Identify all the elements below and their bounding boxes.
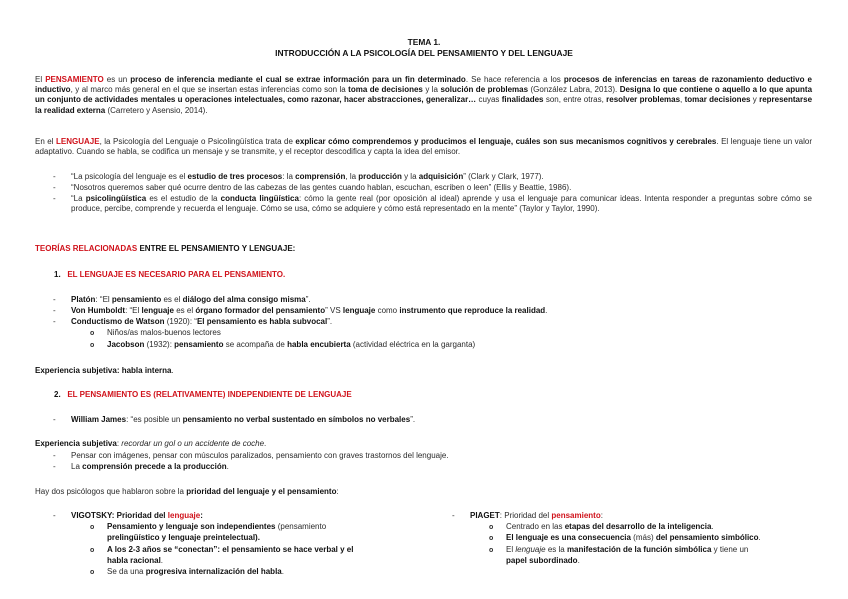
text-run: pensamiento [111,295,162,304]
vigotsky-heading [71,511,203,521]
text-run: VIGOTSKY: Prioridad del [71,511,168,520]
dash-bullet: - [53,194,56,203]
quote-ellis: “Nosotros queremos saber qué ocurre dentro de las cabezas de las gentes cuando hablan, escuchan, escriben o leen” (Ellis y Beattie, 1986). [71,183,572,192]
text-run: Se da una [107,567,146,576]
item-imagenes: Pensar con imágenes, pensar con músculos paralizados, pensamiento con graves trastornos del lenguaje. [71,451,449,460]
text-run: : “El [95,295,112,304]
text-run: como [375,306,400,315]
dash-bullet: - [53,306,56,315]
text-run: pensamiento [174,340,224,349]
text-run: . [545,306,548,315]
text-run: EL PENSAMIENTO ES (RELATIVAMENTE) INDEPENDIENTE DE LENGUAJE [67,390,352,399]
dash-bullet: - [53,317,56,326]
circle-bullet: o [489,524,494,531]
paragraph-lenguaje [35,137,812,157]
text-run: Experiencia subjetiva [35,439,117,448]
title-line-1: TEMA 1. [407,37,441,47]
text-run: pensamiento [551,511,601,520]
vigotsky-item-2-line-1 [107,545,353,555]
vigotsky-item-1-line-1 [107,522,326,532]
text-run: William James [71,415,127,424]
text-run: solución de problemas [440,85,529,95]
quote-taylor [71,194,812,214]
priority-intro [35,487,339,497]
text-run: : [200,511,203,520]
text-run: finalidades [501,95,544,105]
piaget-item-3-line-2 [506,556,580,566]
text-run: El [35,75,46,84]
text-run: El [506,545,516,554]
text-run: Centrado en las [506,522,565,531]
vigotsky-item-3 [107,567,284,577]
text-run: y [750,95,760,105]
text-run: prioridad del lenguaje y el pensamiento [186,487,337,496]
text-run: comprensión [295,172,346,181]
dash-bullet: - [53,511,56,520]
text-run: ”. [305,295,311,304]
text-run: “La [71,194,86,203]
text-run: En el [35,137,56,146]
text-run: ” (Clark y Clark, 1977). [463,172,544,181]
text-run: : “es posible un [126,415,183,424]
text-run: ENTRE EL PENSAMIENTO Y LENGUAJE: [137,244,296,253]
text-run: explicar cómo comprendemos y producimos el lenguaje, cuáles son sus mecanismos cognitivos y cerebrales [295,137,717,146]
text-run: Pensamiento y lenguaje son independientes [107,522,276,531]
text-run: A los 2-3 años se “conectan”: el pensamiento se hace verbal y el [107,545,354,554]
text-run: progresiva internalización del habla [145,567,282,576]
circle-bullet: o [90,524,95,531]
text-run: y tiene un [711,545,749,554]
dash-bullet: - [53,451,56,460]
text-run: Experiencia subjetiva: habla interna [35,366,172,375]
text-run: (más) [630,533,656,542]
text-run: producción [358,172,402,181]
subitem-jacobson [107,340,475,350]
item-platon [71,295,311,305]
text-run: , la [345,172,359,181]
text-run: : [600,511,603,520]
text-run: ”. [327,317,333,326]
text-run: del pensamiento simbólico [655,533,759,542]
piaget-item-3-line-1 [506,545,748,555]
text-run: resolver problemas [606,95,681,105]
piaget-heading [470,511,603,521]
text-run: EL LENGUAJE ES NECESARIO PARA EL PENSAMIENTO. [67,270,286,279]
text-run: El lenguaje es una consecuencia [506,533,631,542]
quote-clark [71,172,544,182]
text-run: lenguaje [167,511,201,520]
text-run: prelingüístico y lenguaje preintelectual). [107,533,260,542]
text-run: lenguaje [342,306,376,315]
subitem-lectores: Niños/as malos-buenos lectores [107,328,221,337]
text-run: . [577,556,580,565]
keyword-lenguaje: LENGUAJE [56,137,100,146]
experiencia-subjetiva-2 [35,439,266,449]
text-run: Designa lo que contiene o aquello a lo que apunta un conjunto de actividades mentales u operaciones intelectuales, como razonar, hacer abstracciones, generalizar… [35,85,813,105]
text-run: . [264,439,267,448]
item-james [71,415,415,425]
text-run: pensamiento no verbal sustentado en símbolos no verbales [182,415,411,424]
piaget-item-1 [506,522,714,532]
dash-bullet: - [53,295,56,304]
text-run: , [680,95,685,105]
text-run: conducta lingüística [220,194,299,203]
text-run: . [160,556,164,565]
text-run: . [281,567,284,576]
text-run: recordar un gol o un accidente de coche [121,439,265,448]
vigotsky-item-2-line-2 [107,556,163,566]
text-run: es el estudio de la [146,194,221,203]
dash-bullet: - [452,511,455,520]
text-run: : cómo la gente real (por oposición al ideal) aprende y usa el lenguaje para comunicar ideas. Intenta responder a preguntas sobre cómo se produce, percibe, comprende y recuerda el lenguaje. Cómo se usa, cómo se adquiere y cómo está representado en la mente” (Taylor y Taylor, 1990). [71,194,813,214]
circle-bullet: o [90,569,95,576]
item-watson [71,317,332,327]
text-run: (Carretero y Asensio, 2014). [105,105,208,115]
text-run: Conductismo de Watson [71,317,165,326]
text-run: y la [422,85,441,95]
text-run: diálogo del alma consigo misma [182,295,306,304]
text-run: : [336,487,339,496]
text-run: . [758,533,761,542]
text-run: : “El [125,306,142,315]
text-run: manifestación de la función simbólica [566,545,712,554]
text-run: cuyas [476,95,502,105]
dash-bullet: - [53,415,56,424]
text-run: Von Humboldt [71,306,126,315]
text-run: (González Labra, 2013). [528,85,620,95]
section-2-heading [54,390,352,400]
text-run: es la [545,545,567,554]
text-run: . [171,366,174,375]
text-run: ” VS [325,306,343,315]
text-run: 1. [54,270,61,279]
text-run: Platón [71,295,96,304]
text-run: (1920): “ [164,317,197,326]
text-run: etapas del desarrollo de la inteligencia [564,522,712,531]
text-run: . [226,462,229,471]
circle-bullet: o [90,330,95,337]
circle-bullet: o [90,342,95,349]
text-run: . Se hace referencia a los [465,75,564,84]
text-run: ”. [410,415,416,424]
text-run: 2. [54,390,61,399]
text-run: , y al marco más general en el que se insertan estas inferencias como son la [70,85,349,95]
keyword-pensamiento: PENSAMIENTO [45,75,104,84]
text-run: (pensamiento [275,522,327,531]
text-run: toma de decisiones [348,85,423,95]
text-run: lenguaje [515,545,546,554]
text-run: y la [401,172,419,181]
text-run: Jacobson [107,340,145,349]
text-run: Hay dos psicólogos que hablaron sobre la [35,487,187,496]
text-run: instrumento que reproduce la realidad [399,306,546,315]
text-run: tomar decisiones [684,95,751,105]
item-comprension [71,462,229,472]
text-run: (1932): [144,340,175,349]
text-run: (actividad eléctrica en la garganta) [350,340,476,349]
text-run: La [71,462,83,471]
text-run: . [711,522,714,531]
dash-bullet: - [53,183,56,192]
text-run: : [116,439,122,448]
circle-bullet: o [489,547,494,554]
text-run: comprensión precede a la producción [82,462,227,471]
text-run: . El lenguaje tiene un valor adaptativo. Cuando se habla, se codifica un mensaje y se transmite, y el receptor descodifica y capta la idea del emisor. [35,137,812,157]
text-run: habla racional [107,556,161,565]
text-run: procesos de inferencias en tareas de razonamiento deductivo e inductivo [35,75,813,95]
text-run: El pensamiento es habla subvocal [196,317,328,326]
text-run: lenguaje [141,306,174,315]
paragraph-pensamiento [35,75,812,116]
text-run: estudio de tres procesos [187,172,283,181]
piaget-item-2 [506,533,761,543]
text-run: representarse la realidad externa [35,95,813,115]
dash-bullet: - [53,172,56,181]
text-run: proceso de inferencia mediante el cual se extrae información para un fin determinado [130,75,466,84]
text-run: es el [173,306,196,315]
item-humboldt [71,306,547,316]
vigotsky-item-1-line-2 [107,533,260,543]
theories-heading [35,244,295,254]
circle-bullet: o [90,547,95,554]
dash-bullet: - [53,462,56,471]
text-run: papel subordinado [506,556,578,565]
text-run: : la [282,172,296,181]
text-run: PIAGET [470,511,500,520]
text-run: TEORÍAS RELACIONADAS [35,244,138,253]
text-run: : Prioridad del [499,511,552,520]
experiencia-subjetiva-1 [35,366,174,376]
text-run: son, entre otras, [543,95,607,105]
circle-bullet: o [489,535,494,542]
text-run: , la Psicología del Lenguaje o Psicolingüística trata de [99,137,296,146]
text-run: se acompaña de [223,340,288,349]
text-run: habla encubierta [287,340,351,349]
text-run: “La psicología del lenguaje es el [71,172,188,181]
section-1-heading [54,270,285,280]
text-run: es el [161,295,183,304]
text-run: órgano formador del pensamiento [195,306,326,315]
text-run: adquisición [418,172,464,181]
text-run: psicolingüística [85,194,147,203]
title-line-2: INTRODUCCIÓN A LA PSICOLOGÍA DEL PENSAMIENTO Y DEL LENGUAJE [275,48,573,58]
text-run: es un [103,75,131,84]
